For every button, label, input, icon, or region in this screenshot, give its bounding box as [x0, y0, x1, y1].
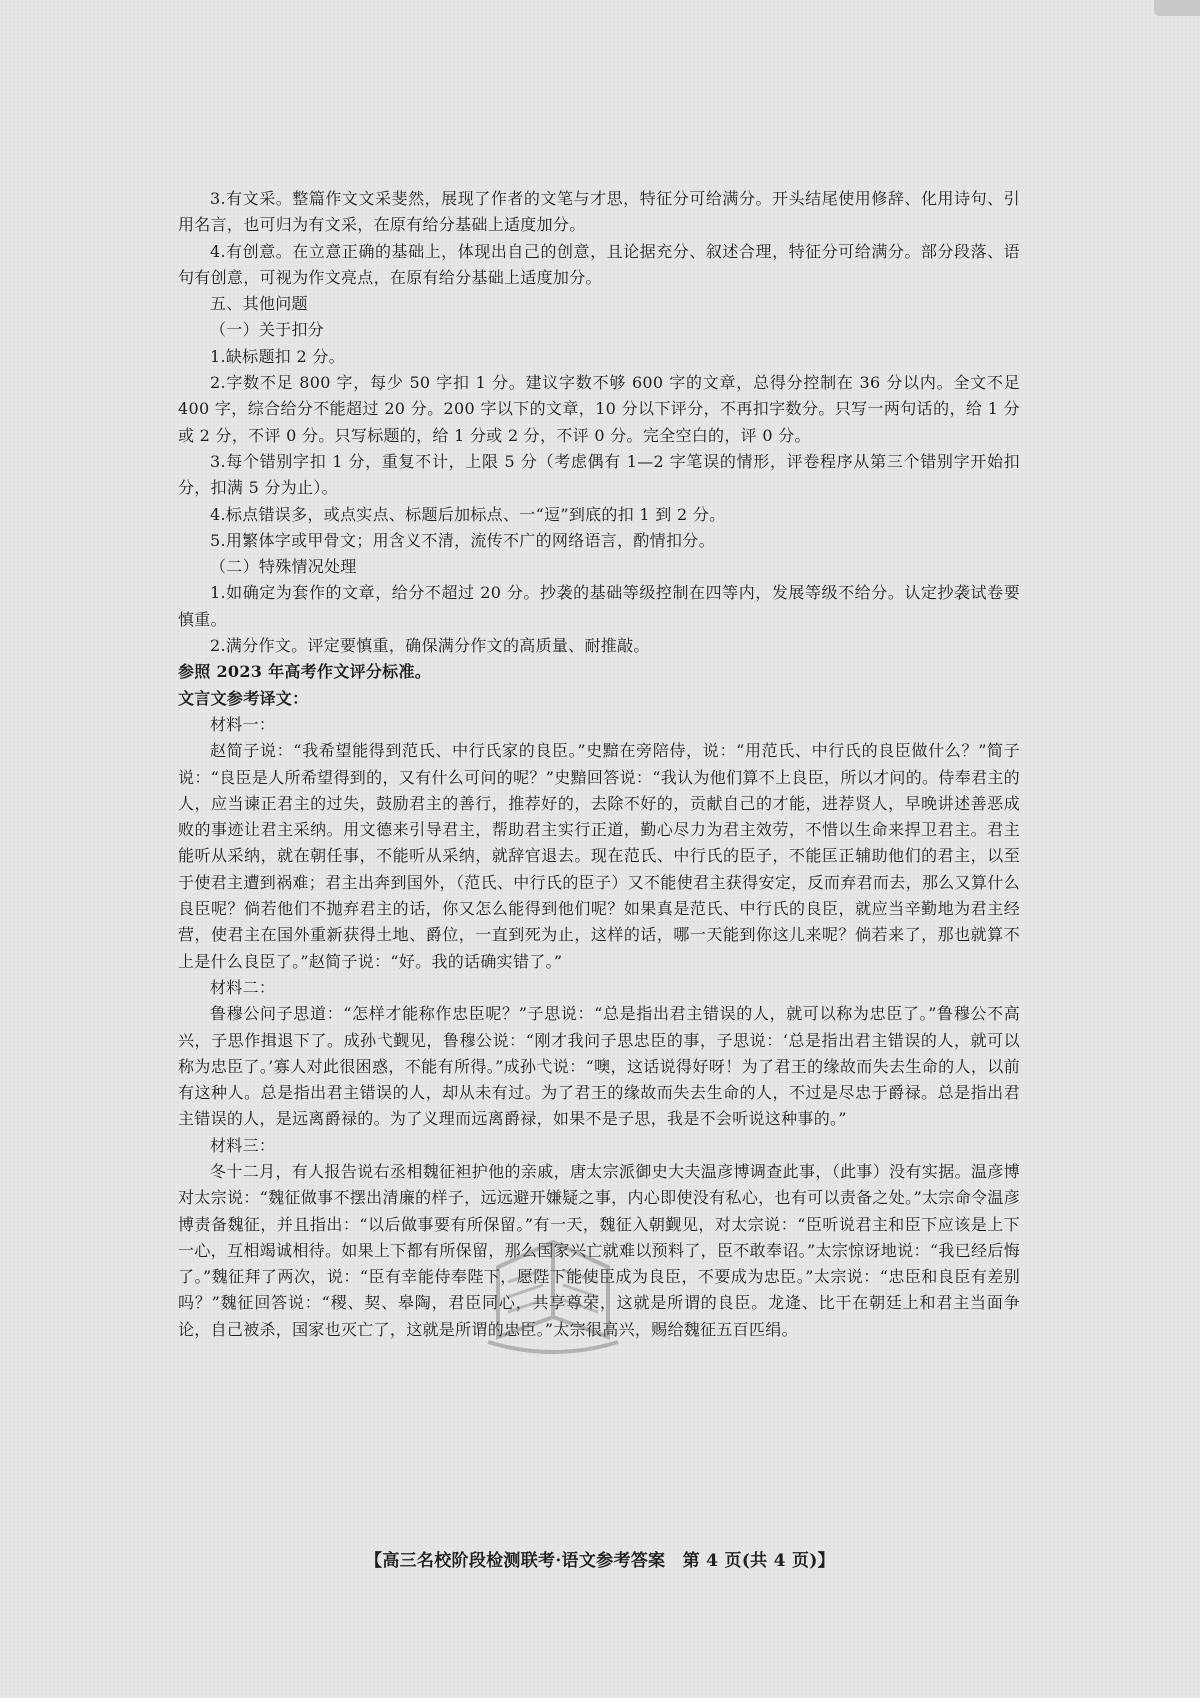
paragraph: 材料二：	[210, 977, 276, 997]
paragraph: 4.标点错误多，或点实点、标题后加标点、一“逗”到底的扣 1 到 2 分。	[210, 504, 726, 524]
paragraph: 1.如确定为套作的文章，给分不超过 20 分。抄袭的基础等级控制在四等内，发展等级不给分。认定抄袭试卷要慎重。	[178, 583, 1020, 629]
paragraph: 3.有文采。整篇作文文采斐然，展现了作者的文笔与才思，特征分可给满分。开头结尾使用修辞、化用诗句、引用名言，也可归为有文采，在原有给分基础上适度加分。	[178, 189, 1020, 235]
paragraph: 冬十二月，有人报告说右丞相魏征袒护他的亲戚，唐太宗派御史大夫温彦博调查此事，（此事）没有实据。温彦博对太宗说：“魏征做事不摆出清廉的样子，远远避开嫌疑之事，内心即使没有私心，也有可以责备之处。”太宗命令温彦博责备魏征，并且指出：“以后做事要有所保留。”有一天，魏征入朝觐见，对太宗说：“臣听说君主和臣下应该是上下一心，互相竭诚相待。如果上下都有所保留，那么国家兴亡就难以预料了，臣不敢奉诏。”太宗惊讶地说：“我已经后悔了。”魏征拜了两次，说：“臣有幸能侍奉陛下，愿陛下能使臣成为良臣，不要成为忠臣。”太宗说：“忠臣和良臣有差别吗？”魏征回答说：“稷、契、皋陶，君臣同心，共享尊荣，这就是所谓的良臣。龙逄、比干在朝廷上和君主当面争论，自己被杀，国家也灭亡了，这就是所谓的忠臣。”太宗很高兴，赐给魏征五百匹绢。	[178, 1161, 1020, 1339]
paragraph: 材料一：	[210, 714, 276, 734]
page-footer: 【高三名校阶段检测联考·语文参考答案 第 4 页(共 4 页)】	[365, 1551, 835, 1571]
paragraph: 2.满分作文。评定要慎重，确保满分作文的高质量、耐推敲。	[210, 636, 650, 656]
paragraph: 赵简子说：“我希望能得到范氏、中行氏家的良臣。”史黯在旁陪侍，说：“用范氏、中行氏的良臣做什么？”简子说：“良臣是人所希望得到的，又有什么可问的呢？”史黯回答说：“我认为他们算不上良臣，所以才问的。侍奉君主的人，应当谏正君主的过失，鼓励君主的善行，推荐好的，去除不好的，贡献自己的才能，进荐贤人，早晚讲述善恶成败的事迹让君主采纳。用文德来引导君主，帮助君主实行正道，勤心尽力为君主效劳，不惜以生命来捍卫君主。君主能听从采纳，就在朝任事，不能听从采纳，就辞官退去。现在范氏、中行氏的臣子，不能匡正辅助他们的君主，以至于使君主遭到祸难；君主出奔到国外，（范氏、中行氏的臣子）又不能使君主获得安定，反而弃君而去，那么又算什么良臣呢？倘若他们不抛弃君主的话，你又怎么能得到他们呢？如果真是范氏、中行氏的良臣，就应当辛勤地为君主经营，使君主在国外重新获得土地、爵位，一直到死为止，这样的话，哪一天能到你这儿来呢？倘若来了，那也就算不上是什么良臣了。”赵简子说：“好。我的话确实错了。”	[178, 741, 1020, 971]
paragraph: 参照 2023 年高考作文评分标准。	[178, 662, 432, 682]
paragraph: （一）关于扣分	[210, 320, 325, 340]
paragraph: （二）特殊情况处理	[210, 557, 357, 577]
answer-key-body	[178, 186, 1020, 1343]
paragraph: 2.字数不足 800 字，每少 50 字扣 1 分。建议字数不够 600 字的文章，总得分控制在 36 分以内。全文不足 400 字，综合给分不能超过 20 分。200 字以下的文章，10 分以下评分，不再扣字数分。只写一两句话的，给 1 分或 2 分，不评 0 分。只写标题的，给 1 分或 2 分，不评 0 分。完全空白的，评 0 分。	[178, 373, 1020, 445]
page-corner-mark	[1154, 0, 1200, 16]
paragraph: 5.用繁体字或甲骨文；用含义不清，流传不广的网络语言，酌情扣分。	[210, 530, 715, 550]
book-watermark-icon	[478, 1222, 628, 1362]
paragraph: 鲁穆公问子思道：“怎样才能称作忠臣呢？”子思说：“总是指出君主错误的人，就可以称为忠臣了。”鲁穆公不高兴，子思作揖退下了。成孙弋觐见，鲁穆公说：“刚才我问子思忠臣的事，子思说：‘总是指出君主错误的人，就可以称为忠臣了。’寡人对此很困惑，不能有所得。”成孙弋说：“噢，这话说得好呀！为了君王的缘故而失去生命的人，以前有这种人。总是指出君主错误的人，却从未有过。为了君王的缘故而失去生命的人，不过是尽忠于爵禄。总是指出君主错误的人，是远离爵禄的。为了义理而远离爵禄，如果不是子思，我是不会听说这种事的。”	[178, 1004, 1020, 1129]
paragraph: 五、其他问题	[210, 294, 308, 314]
paragraph: 材料三：	[210, 1135, 276, 1155]
paragraph: 1.缺标题扣 2 分。	[210, 346, 345, 366]
paragraph: 3.每个错别字扣 1 分，重复不计，上限 5 分（考虑偶有 1—2 字笔误的情形，评卷程序从第三个错别字开始扣分，扣满 5 分为止）。	[178, 451, 1020, 498]
paragraph: 4.有创意。在立意正确的基础上，体现出自己的创意，且论据充分、叙述合理，特征分可给满分。部分段落、语句有创意，可视为作文亮点，在原有给分基础上适度加分。	[178, 241, 1020, 287]
paragraph: 文言文参考译文：	[178, 688, 309, 708]
